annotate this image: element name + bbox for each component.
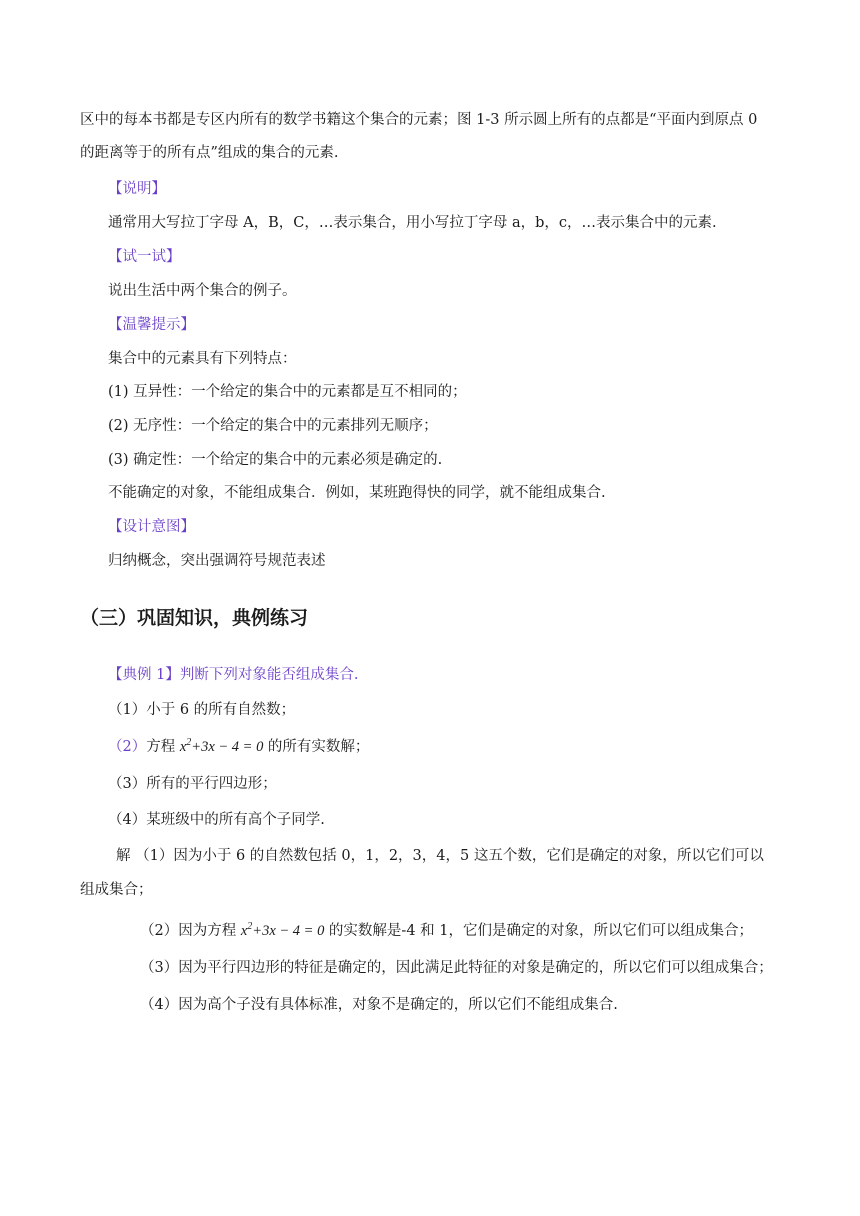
question-3: （3）所有的平行四边形；: [108, 776, 277, 792]
solution-2-prefix: （2）因为方程: [140, 923, 241, 939]
question-2-prefix: 方程: [146, 739, 180, 755]
question-2: [108, 737, 369, 757]
question-2-number: （2）: [108, 739, 147, 755]
tips-item-1: (1) 互异性：一个给定的集合中的元素都是互不相同的；: [108, 384, 467, 400]
intro-line-2: 的距离等于的所有点”组成的集合的元素.: [80, 145, 339, 161]
try-text: 说出生活中两个集合的例子。: [108, 283, 297, 299]
solution-equation-rest: +3x − 4 = 0: [252, 923, 325, 939]
design-text: 归纳概念，突出强调符号规范表述: [108, 553, 326, 569]
equation-var: x: [179, 739, 187, 755]
question-4: （4）某班级中的所有高个子同学.: [108, 812, 325, 828]
tips-label: 【温馨提示】: [108, 317, 195, 333]
example-label: 【典例 1】: [108, 667, 180, 683]
solution-2-suffix: 的实数解是-4 和 1，它们是确定的对象，所以它们可以组成集合；: [324, 923, 754, 939]
solution-1-line-1: 解 （1）因为小于 6 的自然数包括 0，1，2，3，4，5 这五个数，它们是确定的对象，所以它们可以: [116, 848, 764, 864]
tips-intro: 集合中的元素具有下列特点：: [108, 351, 297, 367]
intro-line-1: 区中的每本书都是专区内所有的数学书籍这个集合的元素；图 1-3 所示圆上所有的点都是“平面内到原点 0: [80, 112, 758, 128]
solution-equation-exponent: 2: [247, 921, 253, 933]
equation-exponent: 2: [186, 737, 192, 749]
tips-item-3: (3) 确定性：一个给定的集合中的元素必须是确定的.: [108, 452, 443, 468]
example-header: [108, 665, 358, 685]
design-label: 【设计意图】: [108, 519, 195, 535]
tips-note: 不能确定的对象，不能组成集合．例如，某班跑得快的同学，就不能组成集合.: [108, 485, 606, 501]
solution-1-line-2: 组成集合；: [80, 882, 153, 898]
solution-4: （4）因为高个子没有具体标准，对象不是确定的，所以它们不能组成集合.: [140, 997, 618, 1013]
try-label: 【试一试】: [108, 249, 181, 265]
example-question: 判断下列对象能否组成集合.: [179, 667, 359, 683]
explain-text: 通常用大写拉丁字母 A，B，C，…表示集合，用小写拉丁字母 a，b，c，…表示集合中的元素.: [108, 215, 717, 231]
solution-equation-var: x: [240, 923, 248, 939]
explain-label: 【说明】: [108, 181, 166, 197]
solution-equation: [241, 923, 324, 939]
equation-rest: +3x − 4 = 0: [191, 739, 264, 755]
solution-2: [140, 921, 753, 941]
section-title: （三）巩固知识，典例练习: [80, 607, 309, 629]
tips-item-2: (2) 无序性：一个给定的集合中的元素排列无顺序；: [108, 418, 438, 434]
solution-3: （3）因为平行四边形的特征是确定的，因此满足此特征的对象是确定的，所以它们可以组成集合；: [140, 960, 773, 976]
question-1: （1）小于 6 的所有自然数；: [108, 702, 296, 718]
equation: [180, 739, 263, 755]
question-2-suffix: 的所有实数解；: [263, 739, 370, 755]
